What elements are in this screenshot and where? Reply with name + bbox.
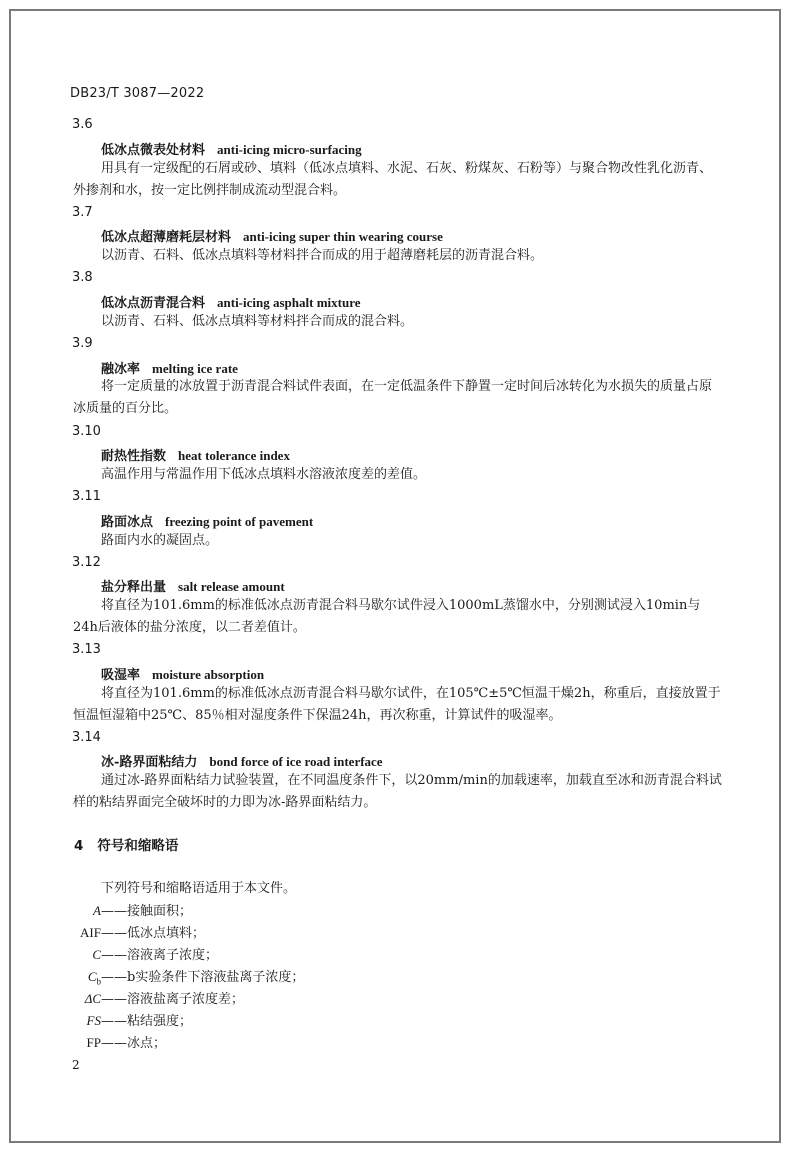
- symbol-entry: [37, 900, 192, 919]
- clause-number: 3.13: [72, 642, 101, 657]
- symbol-desc: ——接触面积；: [101, 904, 193, 919]
- symbol: FS: [86, 1013, 101, 1028]
- clause-number: 3.12: [72, 555, 101, 570]
- symbol-entry: [37, 966, 304, 987]
- term-definition: 以沥青、石料、低冰点填料等材料拌合而成的混合料。: [101, 314, 414, 329]
- term-en: anti-icing micro-surfacing: [217, 142, 362, 157]
- term-en: moisture absorption: [152, 667, 265, 682]
- symbol-entry: [37, 1032, 166, 1051]
- term-definition: 将一定质量的冰放置于沥青混合料试件表面，在一定低温条件下静置一定时间后冰转化为水损失的质量占原冰质量的百分比。: [73, 379, 713, 416]
- clause-number: 3.14: [72, 730, 101, 745]
- clause-number: 3.7: [72, 205, 93, 220]
- term-title: [101, 445, 290, 464]
- symbol-main: C: [87, 969, 97, 984]
- term-title: [101, 511, 313, 530]
- term-zh: 低冰点沥青混合料: [101, 296, 206, 311]
- doc-id-header: DB23/T 3087—2022: [70, 86, 205, 101]
- section-number: 4: [74, 838, 84, 854]
- symbol-desc: ——粘结强度；: [101, 1014, 193, 1029]
- term-zh: 吸湿率: [101, 668, 141, 683]
- term-title: [101, 576, 285, 595]
- term-definition: 用具有一定级配的石屑或砂、填料（低冰点填料、水泥、石灰、粉煤灰、石粉等）与聚合物改性乳化沥青、外掺剂和水，按一定比例拌制成流动型混合料。: [73, 161, 713, 198]
- term-en: bond force of ice road interface: [209, 754, 383, 769]
- term-en: freezing point of pavement: [165, 514, 314, 529]
- term-definition: 高温作用与常温作用下低冰点填料水溶液浓度差的差值。: [101, 467, 427, 482]
- symbol: [37, 969, 101, 987]
- term-definition: 将直径为101.6mm的标准低冰点沥青混合料马歇尔试件，在105℃±5℃恒温干燥2h，称重后，直接放置于恒温恒湿箱中25℃、85％相对湿度条件下保温24h，再次称重，计算试件的吸湿率。: [73, 686, 721, 723]
- term-definition: 以沥青、石料、低冰点填料等材料拌合而成的用于超薄磨耗层的沥青混合料。: [101, 248, 544, 263]
- symbol-desc: ——冰点；: [101, 1036, 167, 1051]
- term-definition: 路面内水的凝固点。: [101, 533, 219, 548]
- clause-number: 3.8: [72, 270, 93, 285]
- term-zh: 冰-路界面粘结力: [101, 755, 198, 770]
- symbol-entry: [37, 944, 218, 963]
- clause-number: 3.9: [72, 336, 93, 351]
- clause-number: 3.10: [72, 424, 101, 439]
- term-zh: 低冰点微表处材料: [101, 143, 206, 158]
- term-en: heat tolerance index: [178, 448, 290, 463]
- term-title: [101, 292, 361, 311]
- symbol-entry: [37, 988, 244, 1007]
- term-definition: 将直径为101.6mm的标准低冰点沥青混合料马歇尔试件浸入1000mL蒸馏水中，分别测试浸入10min与24h后液体的盐分浓度，以二者差值计。: [73, 598, 701, 635]
- term-definition: 通过冰-路界面粘结力试验装置，在不同温度条件下，以20mm/min的加载速率，加载直至冰和沥青混合料试样的粘结界面完全破坏时的力即为冰-路界面粘结力。: [73, 773, 722, 810]
- symbol-desc: ——低冰点填料；: [101, 926, 206, 941]
- section-heading: [74, 834, 178, 854]
- clause-number: 3.6: [72, 117, 93, 132]
- symbol-entry: [37, 922, 205, 941]
- symbol: AIF: [80, 925, 101, 940]
- clause-number: 3.11: [72, 489, 101, 504]
- term-title: [101, 139, 362, 158]
- symbol-desc: ——溶液盐离子浓度差；: [101, 992, 245, 1007]
- symbol-desc: ——溶液离子浓度；: [101, 948, 219, 963]
- term-title: [101, 226, 443, 245]
- symbol: A: [93, 903, 101, 918]
- term-zh: 路面冰点: [101, 515, 154, 530]
- symbol-desc: ——b实验条件下溶液盐离子浓度；: [101, 970, 305, 985]
- term-en: anti-icing asphalt mixture: [217, 295, 361, 310]
- term-title: [101, 358, 238, 377]
- symbol-entry: [37, 1010, 192, 1029]
- term-zh: 融冰率: [101, 362, 141, 377]
- term-title: [101, 664, 264, 683]
- term-zh: 低冰点超薄磨耗层材料: [101, 230, 232, 245]
- section-intro: 下列符号和缩略语适用于本文件。: [101, 881, 297, 896]
- symbol: FP: [86, 1035, 101, 1050]
- section-title: 符号和缩略语: [97, 838, 179, 854]
- symbol: C: [92, 947, 101, 962]
- symbol: ΔC: [84, 991, 101, 1006]
- term-title: [101, 751, 383, 770]
- term-zh: 耐热性指数: [101, 449, 167, 464]
- term-en: melting ice rate: [152, 361, 238, 376]
- symbol-subscript: b: [96, 976, 101, 987]
- term-zh: 盐分释出量: [101, 580, 167, 595]
- page-number: 2: [72, 1058, 80, 1072]
- term-en: salt release amount: [178, 579, 285, 594]
- term-en: anti-icing super thin wearing course: [243, 229, 443, 244]
